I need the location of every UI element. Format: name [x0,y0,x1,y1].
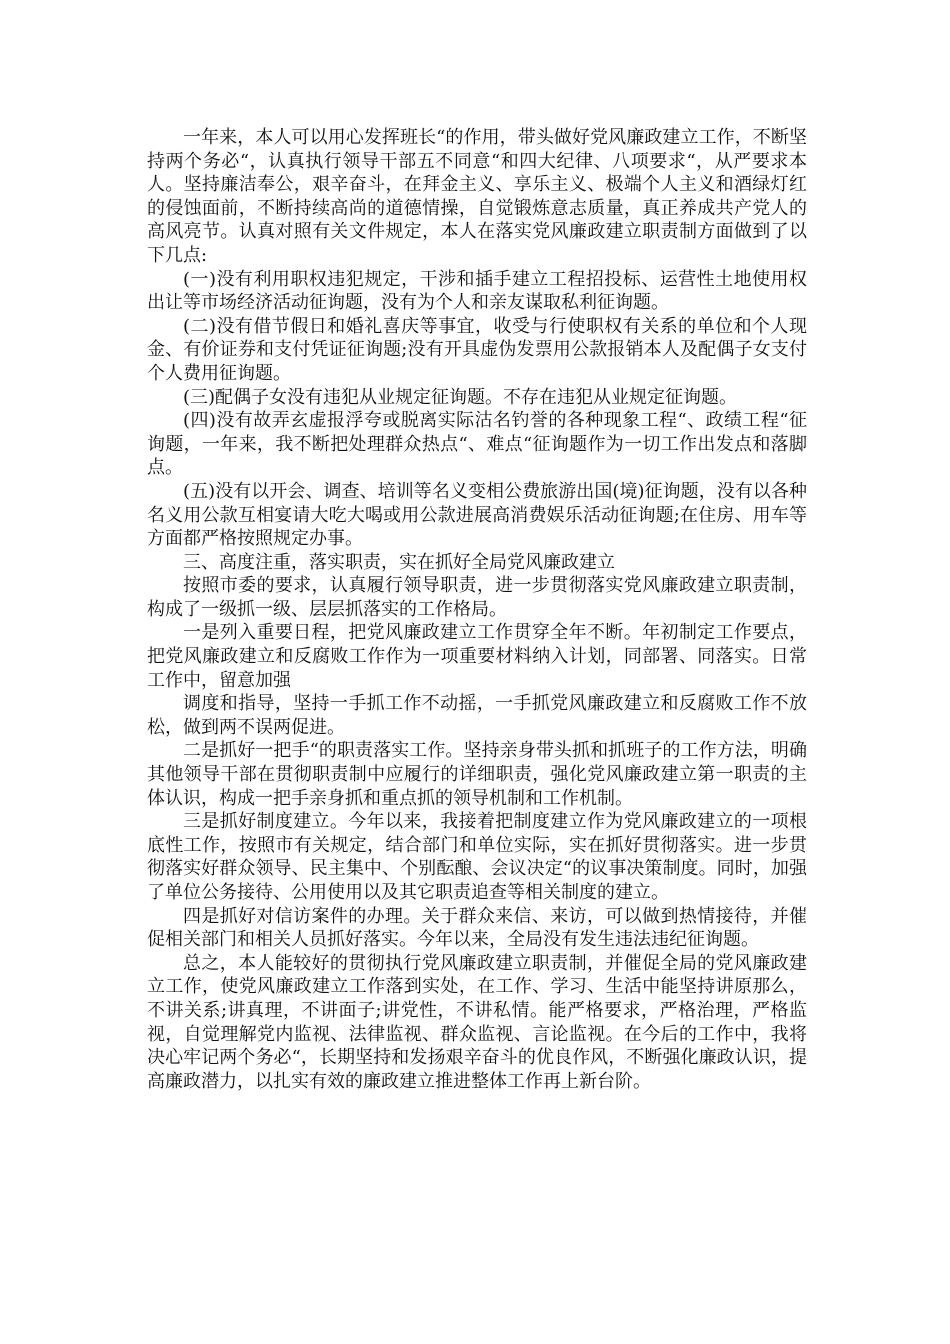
paragraph-intro: 一年来，本人可以用心发挥班长“的作用，带头做好党风廉政建立工作，不断坚持两个务必“，认真执行领导干部五不同意“和四大纪律、八项要求“，从严要求本人。坚持廉洁奉公，艰辛奋斗，在拜金主义、享乐主义、极端个人主义和酒绿灯红的侵蚀面前，不断持续高尚的道德情操，自觉锻炼意志质量，真正养成共产党人的高风亮节。认真对照有关文件规定，本人在落实党风廉政建立职责制方面做到了以下几点: [147,127,807,266]
paragraph-item-1: (一)没有利用职权违犯规定，干涉和插手建立工程招投标、运营性土地使用权出让等市场经济活动征询题，没有为个人和亲友谋取私利征询题。 [147,268,807,314]
document-body [147,126,807,1093]
paragraph-point-1-continued: 调度和指导，坚持一手抓工作不动摇，一手抓党风廉政建立和反腐败工作不放松，做到两不误两促进。 [147,693,807,738]
paragraph-item-4: (四)没有故弄玄虚报浮夸或脱离实际沽名钓誉的各种现象工程“、政绩工程“征询题，一年来，我不断把处理群众热点“、难点“征询题作为一切工作出发点和落脚点。 [147,410,807,479]
section-heading-3: 三、高度注重，落实职责，实在抓好全局党风廉政建立 [183,551,615,573]
paragraph-section-intro: 按照市委的要求，认真履行领导职责，进一步贯彻落实党风廉政建立职责制，构成了一级抓一级、层层抓落实的工作格局。 [147,575,807,620]
paragraph-point-4: 四是抓好对信访案件的办理。关于群众来信、来访，可以做到热情接待，并催促相关部门和相关人员抓好落实。今年以来，全局没有发生违法违纪征询题。 [147,905,807,951]
paragraph-point-2: 二是抓好一把手“的职责落实工作。坚持亲身带头抓和抓班子的工作方法，明确其他领导干部在贯彻职责制中应履行的详细职责，强化党风廉政建立第一职责的主体认识，构成一把手亲身抓和重点抓的领导机制和工作机制。 [147,740,807,809]
paragraph-item-5: (五)没有以开会、调查、培训等名义变相公费旅游出国(境)征询题，没有以各种名义用公款互相宴请大吃大喝或用公款进展高消费娱乐活动征询题;在住房、用车等方面都严格按照规定办事。 [147,480,807,550]
paragraph-point-3: 三是抓好制度建立。今年以来，我接着把制度建立作为党风廉政建立的一项根底性工作，按照市有关规定，结合部门和单位实际，实在抓好贯彻落实。进一步贯彻落实好群众领导、民主集中、个别酝酿、会议决定“的议事决策制度。同时，加强了单位公务接待、公用使用以及其它职责追查等相关制度的建立。 [147,811,807,903]
paragraph-item-3: (三)配偶子女没有违犯从业规定征询题。不存在违犯从业规定征询题。 [183,386,738,408]
paragraph-point-1: 一是列入重要日程，把党风廉政建立工作贯穿全年不断。年初制定工作要点，把党风廉政建立和反腐败工作作为一项重要材料纳入计划，同部署、同落实。日常工作中，留意加强 [147,622,807,691]
paragraph-item-2: (二)没有借节假日和婚礼喜庆等事宜，收受与行使职权有关系的单位和个人现金、有价证券和支付凭证征询题;没有开具虚伪发票用公款报销本人及配偶子女支付个人费用征询题。 [147,315,807,384]
paragraph-conclusion: 总之，本人能较好的贯彻执行党风廉政建立职责制，并催促全局的党风廉政建立工作，使党风廉政建立工作落到实处，在工作、学习、生活中能坚持讲原那么，不讲关系;讲真理，不讲面子;讲党性，不讲私情。能严格要求，严格治理，严格监视，自觉理解党内监视、法律监视、群众监视、言论监视。在今后的工作中，我将决心牢记两个务必“，长期坚持和发扬艰辛奋斗的优良作风，不断强化廉政认识，提高廉政潜力，以扎实有效的廉政建立推进整体工作再上新台阶。 [147,952,807,1092]
